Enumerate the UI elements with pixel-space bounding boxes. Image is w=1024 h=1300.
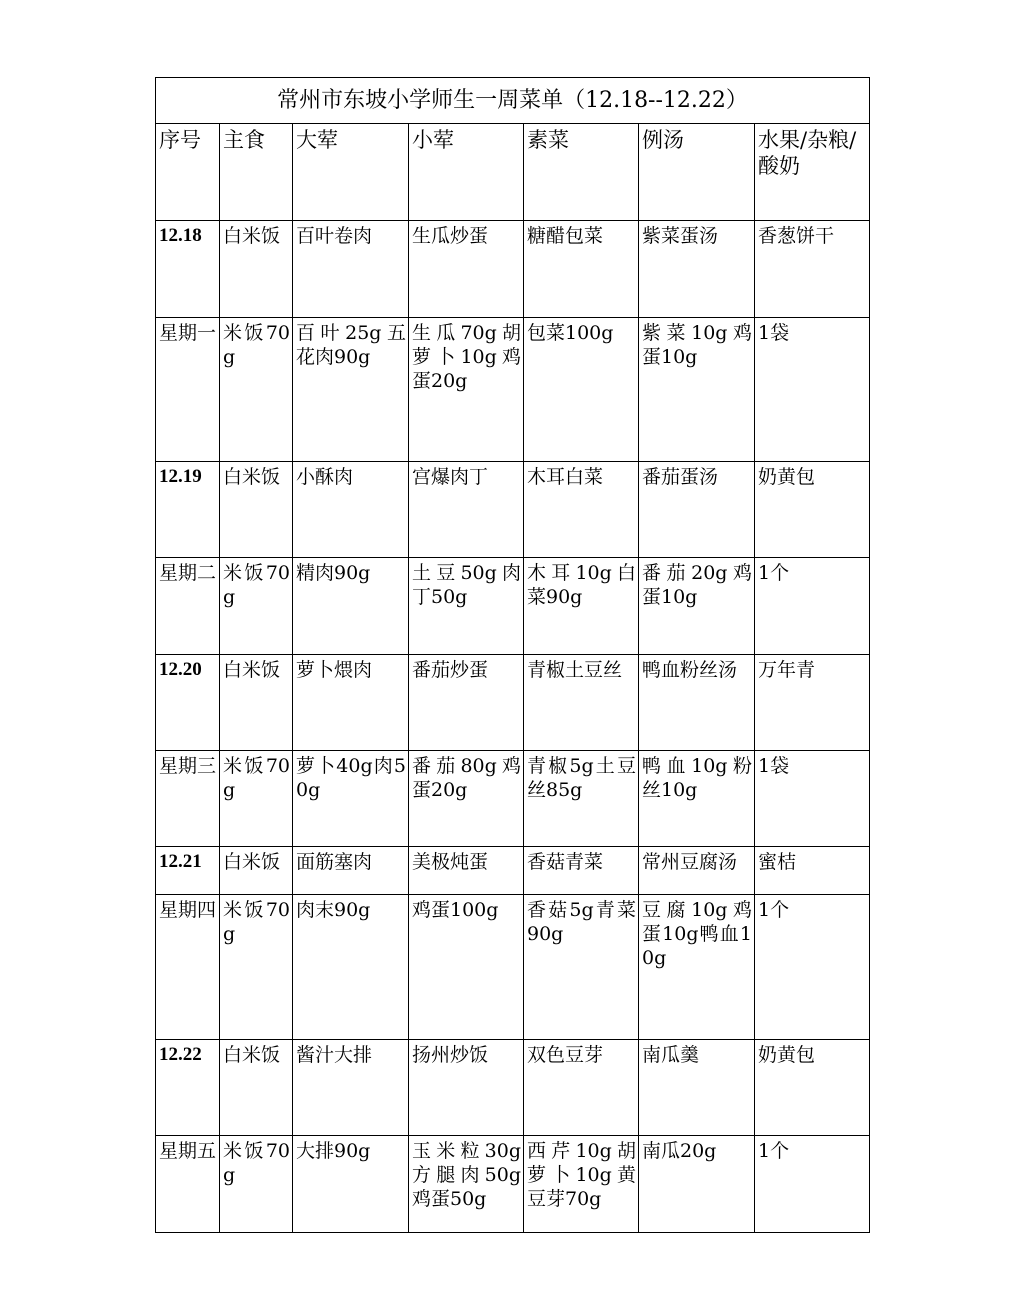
date-cell: 12.22 bbox=[156, 1040, 220, 1136]
staple-cell: 白米饭 bbox=[220, 1040, 293, 1136]
soup-cell: 豆腐10g鸡蛋10g鸭血10g bbox=[639, 895, 755, 1040]
main-meat-cell: 小酥肉 bbox=[293, 462, 409, 558]
table-row bbox=[156, 895, 870, 1040]
header-row bbox=[156, 124, 870, 221]
vegetable-cell: 双色豆芽 bbox=[524, 1040, 639, 1136]
staple-cell: 白米饭 bbox=[220, 847, 293, 895]
weekly-menu-table bbox=[155, 77, 870, 1233]
table-row bbox=[156, 318, 870, 462]
side-meat-cell: 番茄炒蛋 bbox=[409, 655, 524, 751]
main-meat-cell: 酱汁大排 bbox=[293, 1040, 409, 1136]
fruit-cell: 香葱饼干 bbox=[755, 221, 870, 318]
header-cell: 水果/杂粮/酸奶 bbox=[755, 124, 870, 221]
menu-title: 常州市东坡小学师生一周菜单（12.18--12.22） bbox=[156, 78, 870, 124]
side-meat-cell: 玉米粒30g方腿肉50g鸡蛋50g bbox=[409, 1136, 524, 1233]
staple-cell: 米饭70g bbox=[220, 1136, 293, 1233]
main-meat-cell: 萝卜煨肉 bbox=[293, 655, 409, 751]
staple-cell: 米饭70g bbox=[220, 318, 293, 462]
vegetable-cell: 香菇5g青菜90g bbox=[524, 895, 639, 1040]
table-row bbox=[156, 751, 870, 847]
fruit-cell: 1袋 bbox=[755, 318, 870, 462]
main-meat-cell: 百叶25g五花肉90g bbox=[293, 318, 409, 462]
staple-cell: 米饭70g bbox=[220, 895, 293, 1040]
header-cell: 大荤 bbox=[293, 124, 409, 221]
fruit-cell: 1个 bbox=[755, 1136, 870, 1233]
table-row bbox=[156, 655, 870, 751]
soup-cell: 紫菜蛋汤 bbox=[639, 221, 755, 318]
fruit-cell: 奶黄包 bbox=[755, 462, 870, 558]
main-meat-cell: 大排90g bbox=[293, 1136, 409, 1233]
staple-cell: 米饭70g bbox=[220, 751, 293, 847]
fruit-cell: 1袋 bbox=[755, 751, 870, 847]
date-cell: 12.21 bbox=[156, 847, 220, 895]
table-row bbox=[156, 847, 870, 895]
fruit-cell: 奶黄包 bbox=[755, 1040, 870, 1136]
weekday-cell: 星期二 bbox=[156, 558, 220, 655]
soup-cell: 常州豆腐汤 bbox=[639, 847, 755, 895]
table-row bbox=[156, 1136, 870, 1233]
table-row bbox=[156, 558, 870, 655]
header-cell: 例汤 bbox=[639, 124, 755, 221]
vegetable-cell: 青椒5g土豆丝85g bbox=[524, 751, 639, 847]
staple-cell: 白米饭 bbox=[220, 655, 293, 751]
title-row bbox=[156, 78, 870, 124]
side-meat-cell: 美极炖蛋 bbox=[409, 847, 524, 895]
side-meat-cell: 番茄80g鸡蛋20g bbox=[409, 751, 524, 847]
vegetable-cell: 包菜100g bbox=[524, 318, 639, 462]
soup-cell: 番茄蛋汤 bbox=[639, 462, 755, 558]
main-meat-cell: 精肉90g bbox=[293, 558, 409, 655]
staple-cell: 米饭70g bbox=[220, 558, 293, 655]
header-cell: 主食 bbox=[220, 124, 293, 221]
table-row bbox=[156, 462, 870, 558]
soup-cell: 鸭血10g粉丝10g bbox=[639, 751, 755, 847]
fruit-cell: 1个 bbox=[755, 558, 870, 655]
side-meat-cell: 土豆50g肉丁50g bbox=[409, 558, 524, 655]
side-meat-cell: 扬州炒饭 bbox=[409, 1040, 524, 1136]
main-meat-cell: 面筋塞肉 bbox=[293, 847, 409, 895]
fruit-cell: 蜜桔 bbox=[755, 847, 870, 895]
soup-cell: 紫菜10g鸡蛋10g bbox=[639, 318, 755, 462]
weekday-cell: 星期四 bbox=[156, 895, 220, 1040]
header-cell: 小荤 bbox=[409, 124, 524, 221]
staple-cell: 白米饭 bbox=[220, 221, 293, 318]
main-meat-cell: 百叶卷肉 bbox=[293, 221, 409, 318]
fruit-cell: 1个 bbox=[755, 895, 870, 1040]
date-cell: 12.19 bbox=[156, 462, 220, 558]
vegetable-cell: 青椒土豆丝 bbox=[524, 655, 639, 751]
vegetable-cell: 木耳白菜 bbox=[524, 462, 639, 558]
side-meat-cell: 宫爆肉丁 bbox=[409, 462, 524, 558]
soup-cell: 番茄20g鸡蛋10g bbox=[639, 558, 755, 655]
table-row bbox=[156, 221, 870, 318]
date-cell: 12.18 bbox=[156, 221, 220, 318]
vegetable-cell: 香菇青菜 bbox=[524, 847, 639, 895]
main-meat-cell: 肉末90g bbox=[293, 895, 409, 1040]
weekday-cell: 星期三 bbox=[156, 751, 220, 847]
weekday-cell: 星期五 bbox=[156, 1136, 220, 1233]
soup-cell: 南瓜20g bbox=[639, 1136, 755, 1233]
soup-cell: 南瓜羹 bbox=[639, 1040, 755, 1136]
header-cell: 序号 bbox=[156, 124, 220, 221]
fruit-cell: 万年青 bbox=[755, 655, 870, 751]
side-meat-cell: 生瓜炒蛋 bbox=[409, 221, 524, 318]
table-row bbox=[156, 1040, 870, 1136]
main-meat-cell: 萝卜40g肉50g bbox=[293, 751, 409, 847]
date-cell: 12.20 bbox=[156, 655, 220, 751]
side-meat-cell: 鸡蛋100g bbox=[409, 895, 524, 1040]
side-meat-cell: 生瓜70g胡萝卜10g鸡蛋20g bbox=[409, 318, 524, 462]
weekday-cell: 星期一 bbox=[156, 318, 220, 462]
staple-cell: 白米饭 bbox=[220, 462, 293, 558]
vegetable-cell: 糖醋包菜 bbox=[524, 221, 639, 318]
header-cell: 素菜 bbox=[524, 124, 639, 221]
vegetable-cell: 西芹10g胡萝卜10g黄豆芽70g bbox=[524, 1136, 639, 1233]
soup-cell: 鸭血粉丝汤 bbox=[639, 655, 755, 751]
vegetable-cell: 木耳10g白菜90g bbox=[524, 558, 639, 655]
